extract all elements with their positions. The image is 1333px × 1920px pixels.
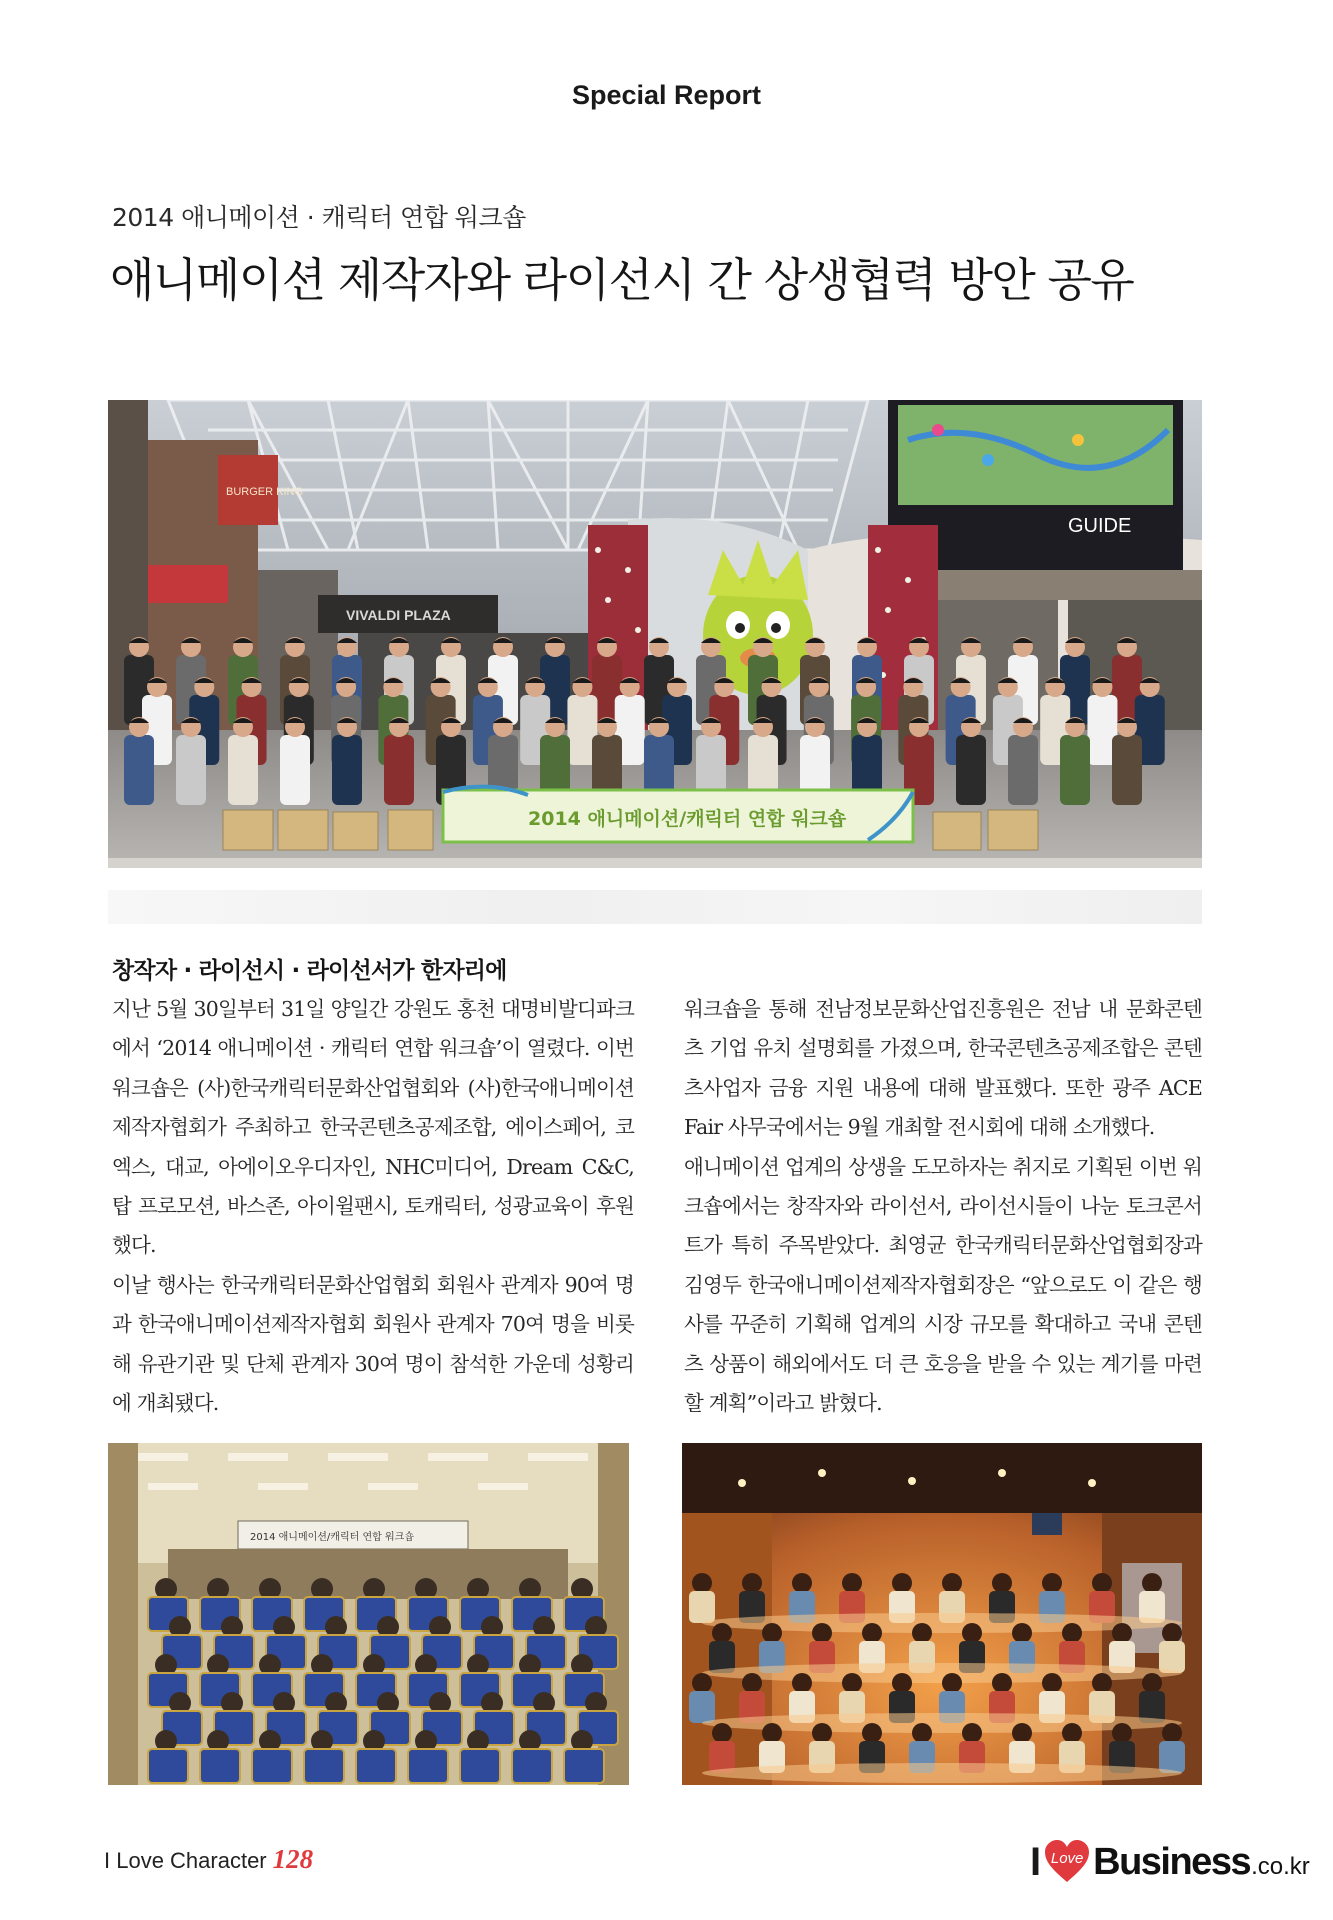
brand-business: Business bbox=[1093, 1840, 1251, 1883]
footer-magazine bbox=[104, 1844, 313, 1875]
paragraph: 지난 5월 30일부터 31일 양일간 강원도 홍천 대명비발디파크에서 ‘2014 애니메이션 · 캐릭터 연합 워크숍’이 열렸다. 이번 워크숍은 (사)한국캐릭터문화산업협회와 (사)한국애니메이션제작자협회가 주최하고 한국콘텐츠공제조합, 에이스페어, 코엑스, 대교, 아에이오우디자인, NHC미디어, Dream C&C, 탑 프로모션, 바스존, 아이윌팬시, 토캐릭터, 성광교육이 후원했다. bbox=[112, 997, 634, 1258]
page-number: 128 bbox=[272, 1844, 314, 1874]
seminar-screen-text: 2014 애니메이션/캐릭터 연합 워크숍 bbox=[250, 1532, 414, 1543]
section-label: Special Report bbox=[571, 80, 762, 110]
footer-brand-logo bbox=[1030, 1832, 1310, 1892]
paragraph: 이날 행사는 한국캐릭터문화산업협회 회원사 관계자 90여 명과 한국애니메이션제작자협회 회원사 관계자 70여 명을 비롯해 유관기관 및 단체 관계자 30여 명이 참석한 가운데 성황리에 개최됐다. bbox=[112, 1272, 634, 1416]
section-heading: 창작자 · 라이선시 · 라이선서가 한자리에 bbox=[112, 958, 507, 984]
brand-domain: .co.kr bbox=[1251, 1853, 1310, 1880]
magazine-name: I Love Character bbox=[104, 1848, 267, 1873]
paragraph: 애니메이션 업계의 상생을 도모하자는 취지로 기획된 이번 워크숍에서는 창작자와 라이선서, 라이선시들이 나눈 토크콘서트가 특히 주목받았다. 최영균 한국캐릭터문화산업협회장과 김영두 한국애니메이션제작자협회장은 “앞으로도 이 같은 행사를 꾸준히 기획해 업계의 시장 규모를 확대하고 국내 콘텐츠 상품이 해외에서도 더 큰 호응을 받을 수 있는 계기를 마련할 계획”이라고 밝혔다. bbox=[684, 1154, 1202, 1416]
paragraph: 워크숍을 통해 전남정보문화산업진흥원은 전남 내 문화콘텐츠 기업 유치 설명회를 가졌으며, 한국콘텐츠공제조합은 콘텐츠사업자 금융 지원 내용에 대해 발표했다. 또한 광주 ACE Fair 사무국에서는 9월 개최할 전시회에 대해 소개했다. bbox=[684, 997, 1202, 1140]
brand-love: Love bbox=[1050, 1850, 1084, 1867]
group-photo bbox=[108, 400, 1202, 868]
article-column-right bbox=[684, 990, 1202, 1423]
dinner-photo bbox=[682, 1443, 1202, 1785]
store-sign: BURGER KING bbox=[226, 486, 304, 498]
banner-text: 2014 애니메이션/캐릭터 연합 워크숍 bbox=[528, 808, 847, 830]
brand-i: I bbox=[1030, 1839, 1042, 1884]
article-subtitle: 2014 애니메이션 · 캐릭터 연합 워크숍 bbox=[112, 203, 526, 232]
seminar-photo bbox=[108, 1443, 629, 1785]
plaza-sign: VIVALDI PLAZA bbox=[346, 607, 451, 623]
article-headline: 애니메이션 제작자와 라이선시 간 상생협력 방안 공유 bbox=[110, 253, 1134, 307]
photo-reflection-strip bbox=[108, 890, 1202, 924]
article-column-left bbox=[112, 990, 634, 1423]
board-sign: GUIDE bbox=[1068, 515, 1132, 537]
heart-icon bbox=[1043, 1838, 1091, 1886]
